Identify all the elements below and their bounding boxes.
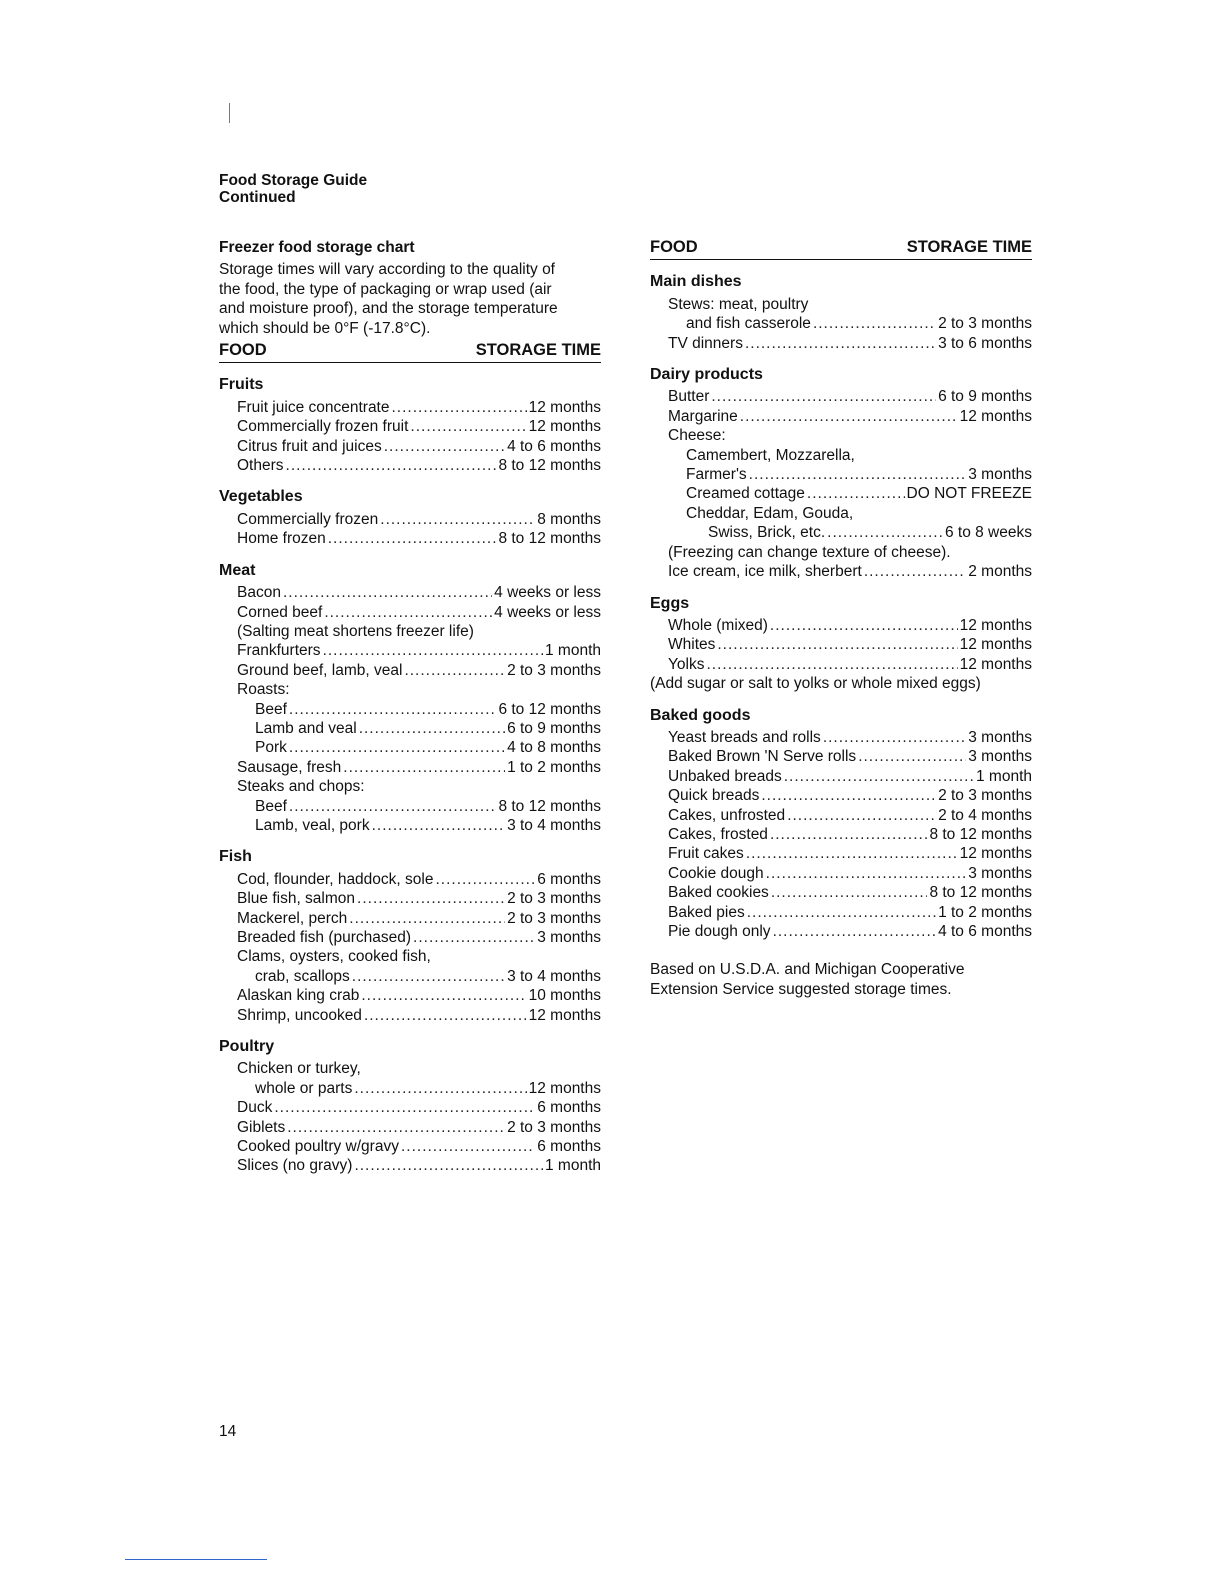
list-item xyxy=(219,1006,601,1025)
item-name: Mackerel, perch xyxy=(237,909,348,927)
item-time: 1 month xyxy=(975,767,1032,785)
category-main-dishes: Main dishes xyxy=(650,273,742,291)
item-name: Breaded fish (purchased) xyxy=(237,929,412,946)
intro-line: which should be 0°F (-17.8°C). xyxy=(219,319,431,337)
page-title: Food Storage Guide xyxy=(219,172,368,189)
list-item xyxy=(219,986,601,1005)
list-item xyxy=(650,883,1032,902)
note-text: (Add sugar or salt to yolks or whole mixed eggs) xyxy=(650,675,981,693)
list-item xyxy=(219,1098,601,1117)
item-time: 6 months xyxy=(537,1138,601,1156)
item-time: 8 to 12 months xyxy=(498,530,601,548)
item-time: 3 months xyxy=(968,466,1032,484)
item-name: Beef xyxy=(255,700,287,718)
list-item xyxy=(650,407,1032,426)
item-name: whole or parts xyxy=(255,1079,353,1097)
item-name: Butter xyxy=(668,388,710,406)
list-item xyxy=(219,870,601,889)
category-meat: Meat xyxy=(219,561,256,579)
footnote-line: Based on U.S.D.A. and Michigan Cooperative xyxy=(650,961,965,979)
item-time: 8 to 12 months xyxy=(498,797,601,815)
item-name: Pork xyxy=(255,739,287,757)
note-text: (Salting meat shortens freezer life) xyxy=(237,622,474,640)
item-time: 6 to 8 weeks xyxy=(944,524,1032,542)
list-item xyxy=(650,387,1032,406)
item-time: 1 month xyxy=(544,1157,601,1175)
category-dairy: Dairy products xyxy=(650,366,763,384)
list-item xyxy=(650,844,1032,863)
item-time: 2 to 3 months xyxy=(507,1118,601,1136)
item-name: Blue fish, salmon xyxy=(237,890,356,908)
item-time: 4 to 6 months xyxy=(938,923,1032,940)
list-item xyxy=(219,889,601,908)
item-name: Fruit juice concentrate xyxy=(237,398,390,416)
item-name: Commercially frozen xyxy=(237,510,379,528)
item-time: 3 months xyxy=(968,748,1032,766)
food-column-label: FOOD xyxy=(650,238,698,256)
item-name: and fish casserole xyxy=(686,315,811,333)
list-item xyxy=(650,786,1032,805)
category-poultry: Poultry xyxy=(219,1038,275,1056)
bottom-divider xyxy=(125,1559,267,1560)
item-name: Ground beef, lamb, veal xyxy=(237,661,403,679)
list-item xyxy=(650,314,1032,333)
item-name: Baked pies xyxy=(668,903,745,921)
food-column-label: FOOD xyxy=(219,341,267,360)
item-time: 12 months xyxy=(959,845,1032,863)
item-time: 10 months xyxy=(528,987,601,1005)
list-item xyxy=(650,767,1032,786)
list-item xyxy=(650,334,1032,353)
list-item xyxy=(650,484,1032,503)
list-item xyxy=(650,562,1032,581)
category-vegetables: Vegetables xyxy=(219,488,303,506)
item-time: 6 months xyxy=(537,870,601,888)
list-item xyxy=(219,437,601,456)
item-name: Baked cookies xyxy=(668,884,769,902)
item-time: 2 to 3 months xyxy=(507,890,601,908)
item-name: Lamb, veal, pork xyxy=(255,816,370,834)
item-name: Beef xyxy=(255,797,287,815)
item-time: 4 to 8 months xyxy=(507,739,601,757)
item-time: 6 months xyxy=(537,1099,601,1117)
category-baked-goods: Baked goods xyxy=(650,706,751,724)
item-time: 8 months xyxy=(537,510,601,528)
item-time: 3 months xyxy=(968,728,1032,746)
list-item xyxy=(219,758,601,777)
item-name: Baked Brown 'N Serve rolls xyxy=(668,748,857,766)
list-item xyxy=(650,747,1032,766)
item-time: 12 months xyxy=(528,1006,601,1024)
page-header xyxy=(219,172,367,206)
item-name: Margarine xyxy=(668,407,738,425)
list-item xyxy=(219,583,601,602)
item-time: 12 months xyxy=(959,616,1032,634)
intro-line: and moisture proof), and the storage temperature xyxy=(219,300,558,318)
list-item xyxy=(219,1156,601,1175)
right-column xyxy=(650,238,1032,999)
note-text: (Freezing can change texture of cheese). xyxy=(668,543,951,561)
list-item xyxy=(219,398,601,417)
list-item xyxy=(650,635,1032,654)
item-time: 12 months xyxy=(959,407,1032,425)
item-time: 12 months xyxy=(959,655,1032,673)
list-item xyxy=(219,603,601,622)
footnote-line: Extension Service suggested storage times. xyxy=(650,980,952,998)
item-time: 2 to 3 months xyxy=(507,909,601,927)
list-item xyxy=(219,909,601,928)
list-item xyxy=(219,456,601,475)
item-name: Lamb and veal xyxy=(255,719,357,737)
category-fish: Fish xyxy=(219,848,252,866)
item-time: 2 to 4 months xyxy=(938,806,1032,824)
item-name: Bacon xyxy=(237,584,281,602)
list-item xyxy=(650,465,1032,484)
item-time: 2 to 3 months xyxy=(938,787,1032,805)
item-name: Fruit cakes xyxy=(668,845,744,863)
item-time: 8 to 12 months xyxy=(929,884,1032,902)
page-subtitle: Continued xyxy=(219,189,296,206)
item-time: 1 to 2 months xyxy=(507,758,601,776)
list-item xyxy=(650,922,1032,941)
item-time: 4 to 6 months xyxy=(507,437,601,455)
list-item xyxy=(219,797,601,816)
intro-line: the food, the type of packaging or wrap used (air xyxy=(219,280,552,298)
item-time: 6 to 9 months xyxy=(938,388,1032,406)
item-name: Giblets xyxy=(237,1118,286,1136)
item-time: 12 months xyxy=(528,398,601,416)
item-name: Whites xyxy=(668,636,716,654)
item-name: Quick breads xyxy=(668,787,760,805)
item-time: 3 months xyxy=(537,929,601,946)
item-time: 3 months xyxy=(968,864,1032,882)
category-eggs: Eggs xyxy=(650,594,690,612)
item-time: 2 to 3 months xyxy=(507,661,601,679)
item-name: crab, scallops xyxy=(255,967,350,985)
list-item xyxy=(219,1079,601,1098)
intro-paragraph xyxy=(219,260,601,338)
list-item xyxy=(650,523,1032,542)
subgroup-label: Steaks and chops: xyxy=(237,778,365,796)
list-item xyxy=(219,529,601,548)
item-name: Frankfurters xyxy=(237,642,321,660)
list-item xyxy=(219,816,601,835)
subgroup-label: Stews: meat, poultry xyxy=(668,295,809,313)
item-name: Ice cream, ice milk, sherbert xyxy=(668,563,862,581)
subgroup-label: Clams, oysters, cooked fish, xyxy=(237,948,431,966)
item-time: 3 to 4 months xyxy=(507,816,601,834)
item-name: Alaskan king crab xyxy=(237,987,360,1005)
item-time: 8 to 12 months xyxy=(498,457,601,475)
item-name: Creamed cottage xyxy=(686,485,805,503)
item-time: 6 to 9 months xyxy=(507,719,601,737)
list-item xyxy=(219,661,601,680)
list-item xyxy=(650,728,1032,747)
list-item xyxy=(219,928,601,947)
list-item xyxy=(219,738,601,757)
item-name: Unbaked breads xyxy=(668,767,782,785)
item-time: 12 months xyxy=(528,418,601,436)
item-time: DO NOT FREEZE xyxy=(906,485,1032,503)
item-name: Pie dough only xyxy=(668,923,771,940)
page-number: 14 xyxy=(219,1423,237,1440)
item-name: Cakes, unfrosted xyxy=(668,806,786,824)
list-item xyxy=(219,967,601,986)
item-time: 2 to 3 months xyxy=(938,315,1032,333)
item-time: 12 months xyxy=(959,636,1032,654)
item-name: Yeast breads and rolls xyxy=(668,728,821,746)
list-item xyxy=(219,719,601,738)
item-name: Cookie dough xyxy=(668,864,764,882)
list-item xyxy=(219,1137,601,1156)
list-item xyxy=(650,616,1032,635)
item-name: Shrimp, uncooked xyxy=(237,1006,362,1024)
item-time: 6 to 12 months xyxy=(498,700,601,718)
chart-title: Freezer food storage chart xyxy=(219,239,415,256)
list-item xyxy=(219,641,601,660)
category-fruits: Fruits xyxy=(219,376,264,394)
item-name: Commercially frozen fruit xyxy=(237,418,409,436)
source-footnote xyxy=(650,960,1032,999)
list-item xyxy=(650,864,1032,883)
item-time: 4 weeks or less xyxy=(494,584,601,602)
item-name: Sausage, fresh xyxy=(237,758,342,776)
subgroup-label: Camembert, Mozzarella, xyxy=(686,446,855,464)
list-item xyxy=(650,825,1032,844)
item-time: 1 to 2 months xyxy=(938,903,1032,921)
list-item xyxy=(219,510,601,529)
item-name: Cod, flounder, haddock, sole xyxy=(237,870,434,888)
item-name: Cooked poultry w/gravy xyxy=(237,1138,399,1156)
list-item xyxy=(219,700,601,719)
item-name: Duck xyxy=(237,1099,273,1117)
item-time: 3 to 6 months xyxy=(938,334,1032,352)
item-name: Citrus fruit and juices xyxy=(237,437,382,455)
storage-time-column-label: STORAGE TIME xyxy=(906,238,1032,256)
left-column xyxy=(219,238,601,1176)
item-name: Farmer's xyxy=(686,466,747,484)
item-time: 2 months xyxy=(968,563,1032,581)
intro-line: Storage times will vary according to the quality of xyxy=(219,261,555,279)
item-name: Cakes, frosted xyxy=(668,825,768,843)
list-item xyxy=(219,417,601,436)
column-header xyxy=(650,238,1032,260)
item-name: Slices (no gravy) xyxy=(237,1157,353,1175)
item-name: Home frozen xyxy=(237,530,326,548)
item-time: 4 weeks or less xyxy=(494,603,601,621)
subgroup-label: Cheddar, Edam, Gouda, xyxy=(686,504,854,522)
item-name: Others xyxy=(237,457,284,475)
list-item xyxy=(219,1118,601,1137)
item-time: 3 to 4 months xyxy=(507,967,601,985)
list-item xyxy=(650,903,1032,922)
item-time: 8 to 12 months xyxy=(929,825,1032,843)
subgroup-label: Cheese: xyxy=(668,427,726,445)
subgroup-label: Roasts: xyxy=(237,681,290,699)
item-name: Corned beef xyxy=(237,603,323,621)
item-time: 12 months xyxy=(528,1079,601,1097)
item-name: TV dinners xyxy=(668,334,743,352)
item-name: Yolks xyxy=(668,655,705,673)
list-item xyxy=(650,806,1032,825)
subgroup-label: Chicken or turkey, xyxy=(237,1060,361,1078)
page-edge-mark xyxy=(229,103,230,123)
list-item xyxy=(650,655,1032,674)
item-name: Whole (mixed) xyxy=(668,616,768,634)
storage-time-column-label: STORAGE TIME xyxy=(475,341,601,360)
item-time: 1 month xyxy=(544,642,601,660)
column-header xyxy=(219,341,601,363)
item-name: Swiss, Brick, etc. xyxy=(708,524,826,542)
